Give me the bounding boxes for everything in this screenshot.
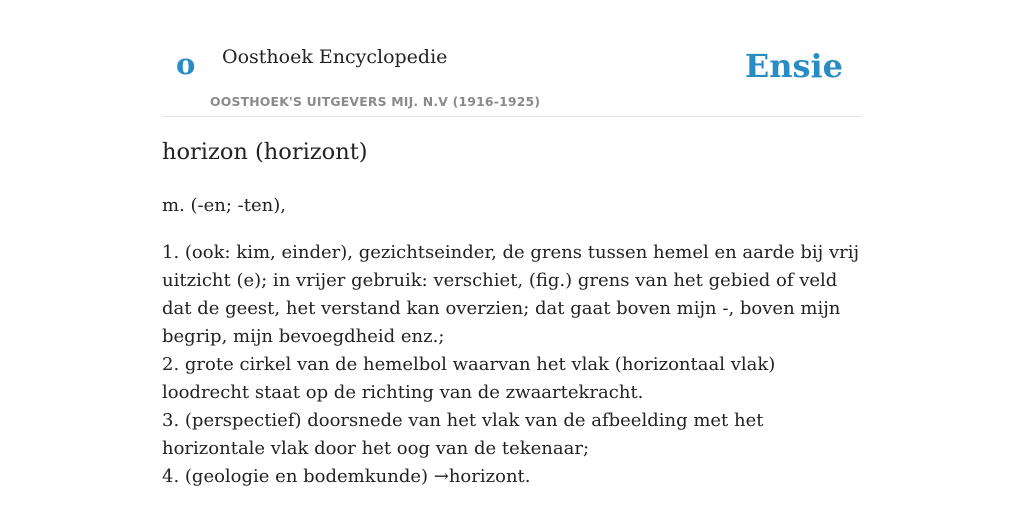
entry-title: horizon (horizont) (162, 139, 368, 165)
oosthoek-logo[interactable]: o (176, 47, 196, 81)
publisher-subtitle: OOSTHOEK'S UITGEVERS MIJ. N.V (1916-1925) (210, 94, 541, 109)
entry-definitions (162, 239, 862, 491)
definition-item: 1. (ook: kim, einder), gezichtseinder, de grens tussen hemel en aarde bij vrij uitzicht (e); in vrijer gebruik: verschiet, (fig.) grens van het gebied of veld dat de geest, het verstand kan overzien; dat gaat boven mijn -, boven mijn begrip, mijn bevoegdheid enz.; (162, 242, 860, 347)
definition-item: 2. grote cirkel van de hemelbol waarvan het vlak (horizontaal vlak) loodrecht staat op de richting van de zwaartekracht. (162, 354, 776, 403)
definition-item: 3. (perspectief) doorsnede van het vlak van de afbeelding met het horizontale vlak door het oog van de tekenaar; (162, 410, 764, 459)
entry-grammar: m. (-en; -ten), (162, 195, 286, 216)
site-header (162, 0, 862, 117)
site-title[interactable]: Oosthoek Encyclopedie (222, 46, 448, 68)
definition-item: 4. (geologie en bodemkunde) →horizont. (162, 466, 531, 487)
ensie-logo[interactable]: Ensie (744, 47, 843, 85)
page (162, 0, 862, 487)
